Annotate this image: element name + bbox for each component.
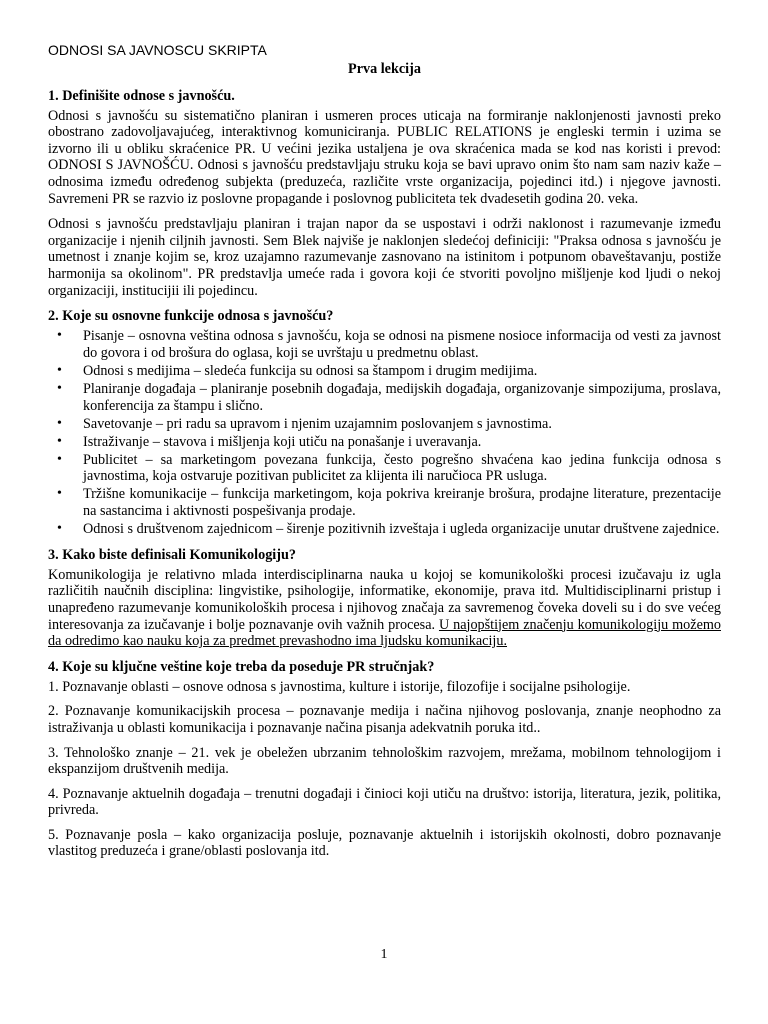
list-item: • Pisanje – osnovna veština odnosa s javnošću, koja se odnosi na pismene nosioce informacija od vesti za javnost do govora i od brošura do oglasa, koji se uvrštaju u predmetnu oblast. xyxy=(83,328,721,361)
skill-item: 5. Poznavanje posla – kako organizacija posluje, poznavanje aktuelnih i istorijskih okolnosti, dobro poznavanje vlastitog preduzeća i grane/oblasti poslovanja itd. xyxy=(48,826,721,860)
lesson-title: Prva lekcija xyxy=(348,61,421,77)
functions-list xyxy=(48,328,721,538)
list-item: • Savetovanje – pri radu sa upravom i njenim uzajamnim poslovanjem s javnostima. xyxy=(83,416,721,433)
question-4-heading: 4. Koje su ključne veštine koje treba da poseduje PR stručnjak? xyxy=(48,658,435,675)
question-2-heading: 2. Koje su osnovne funkcije odnosa s javnošću? xyxy=(48,308,334,325)
list-item: • Odnosi s društvenom zajednicom – širenje pozitivnih izveštaja i ugleda organizacije unutar društvene zajednice. xyxy=(83,521,721,538)
question-3-paragraph xyxy=(48,567,721,650)
skill-item: 3. Tehnološko znanje – 21. vek je obeležen ubrzanim tehnološkim razvojem, mrežama, mobilnom tehnologijom i ekspanzijom društvenih medija. xyxy=(48,744,721,778)
question-3-heading: 3. Kako biste definisali Komunikologiju? xyxy=(48,546,296,563)
list-item: • Planiranje događaja – planiranje posebnih događaja, medijskih događaja, organizovanje simpozijuma, proslava, konferencija za štampu i slično. xyxy=(83,381,721,414)
list-item: • Tržišne komunikacije – funkcija marketingom, koja pokriva kreiranje brošura, prodajne literature, prezentacije na sastancima i aktivnosti pospešivanja prodaje. xyxy=(83,486,721,519)
skill-item: 2. Poznavanje komunikacijskih procesa – poznavanje medija i načina njihovog poslovanja, znanje neophodno za istraživanja u oblasti komunikacija i poznavanje načina pisanja adekvatnih poruka itd.. xyxy=(48,703,721,736)
list-item: • Odnosi s medijima – sledeća funkcija su odnosi sa štampom i drugim medijima. xyxy=(83,363,721,380)
page-number: 1 xyxy=(380,947,388,962)
skill-item: 4. Poznavanje aktuelnih događaja – trenutni događaji i činioci koji utiču na društvo: istorija, literatura, jezik, politika, privreda. xyxy=(48,785,721,819)
list-item: • Publicitet – sa marketingom povezana funkcija, često pogrešno shvaćena kao jedina funkcija odnosa s javnostima, koja ostvaruje pozitivan publicitet za klijenta ili naručioca PR usluga. xyxy=(83,452,721,485)
question-1-paragraph-2: Odnosi s javnošću predstavljaju planiran i trajan napor da se uspostavi i održi naklonost i razumevanje između organizacije i njenih ciljnih javnosti. Sem Blek najviše je naklonjen sledećoj definiciji: "Praksa odnosa s javnošću je umetnost i znanje kojim se, kroz uzajamno razumevanje zasnovano na istinitom i potpunom obaveštavanju, postiže harmonija sa okolinom". PR predstavlja umeće rada i govora koji će stvoriti povoljno mišljenje kod ljudi o nekoj organizaciji, institucijii ili pojedincu. xyxy=(48,216,721,299)
document-title: ODNOSI SA JAVNOSCU SKRIPTA xyxy=(48,42,267,58)
question-1-heading: 1. Definišite odnose s javnošću. xyxy=(48,87,235,104)
question-3-underlined-text: U najopštijem značenju komunikologiju možemo da odredimo kao nauku koja za predmet prevashodno ima ljudsku komunikaciju. xyxy=(48,616,721,650)
list-item: • Istraživanje – stavova i mišljenja koji utiču na ponašanje i uveravanja. xyxy=(83,434,721,451)
question-3-text: Komunikologija je relativno mlada interdisciplinarna nauka u kojoj se komunikološki procesi izučavaju iz ugla različitih naučnih disciplina: lingvistike, psihologije, informatike, ekonomije, prava itd. Multidisciplinarni pristup i unapređeno razumevanje komunikoloških procesa i njihovog značaja za savremenog čoveka doveli su i do sve većeg interesovanja za izučavanje i bolje poznavanje ovih važnih procesa. xyxy=(48,566,721,633)
question-1-paragraph-1: Odnosi s javnošću su sistematično planiran i usmeren proces uticaja na formiranje naklonjenosti javnosti preko obostrano zadovoljavajućeg, interaktivnog komuniciranja. PUBLIC RELATIONS je engleski termin i uzima se izvorno ili u obliku skraćenice PR. U većini jezika ustaljena je ova skraćenica mada se kod nas koristi i prevod: ODNOSI S JAVNOŠĆU. Odnosi s javnošću predstavljaju struku koja se bavi upravo onim što nam sam naziv kaže – odnosima između određenog subjekta (preduzeća, različite vrste organizacija, pojedinci itd.) i njegove javnosti. Savremeni PR se razvio iz poslovne propagande i poslovnog publiciteta tek dvadesetih godina 20. veka. xyxy=(48,107,721,207)
document-page xyxy=(48,42,721,868)
skill-item: 1. Poznavanje oblasti – osnove odnosa s javnostima, kulture i istorije, filozofije i socijalne psihologije. xyxy=(48,678,631,695)
